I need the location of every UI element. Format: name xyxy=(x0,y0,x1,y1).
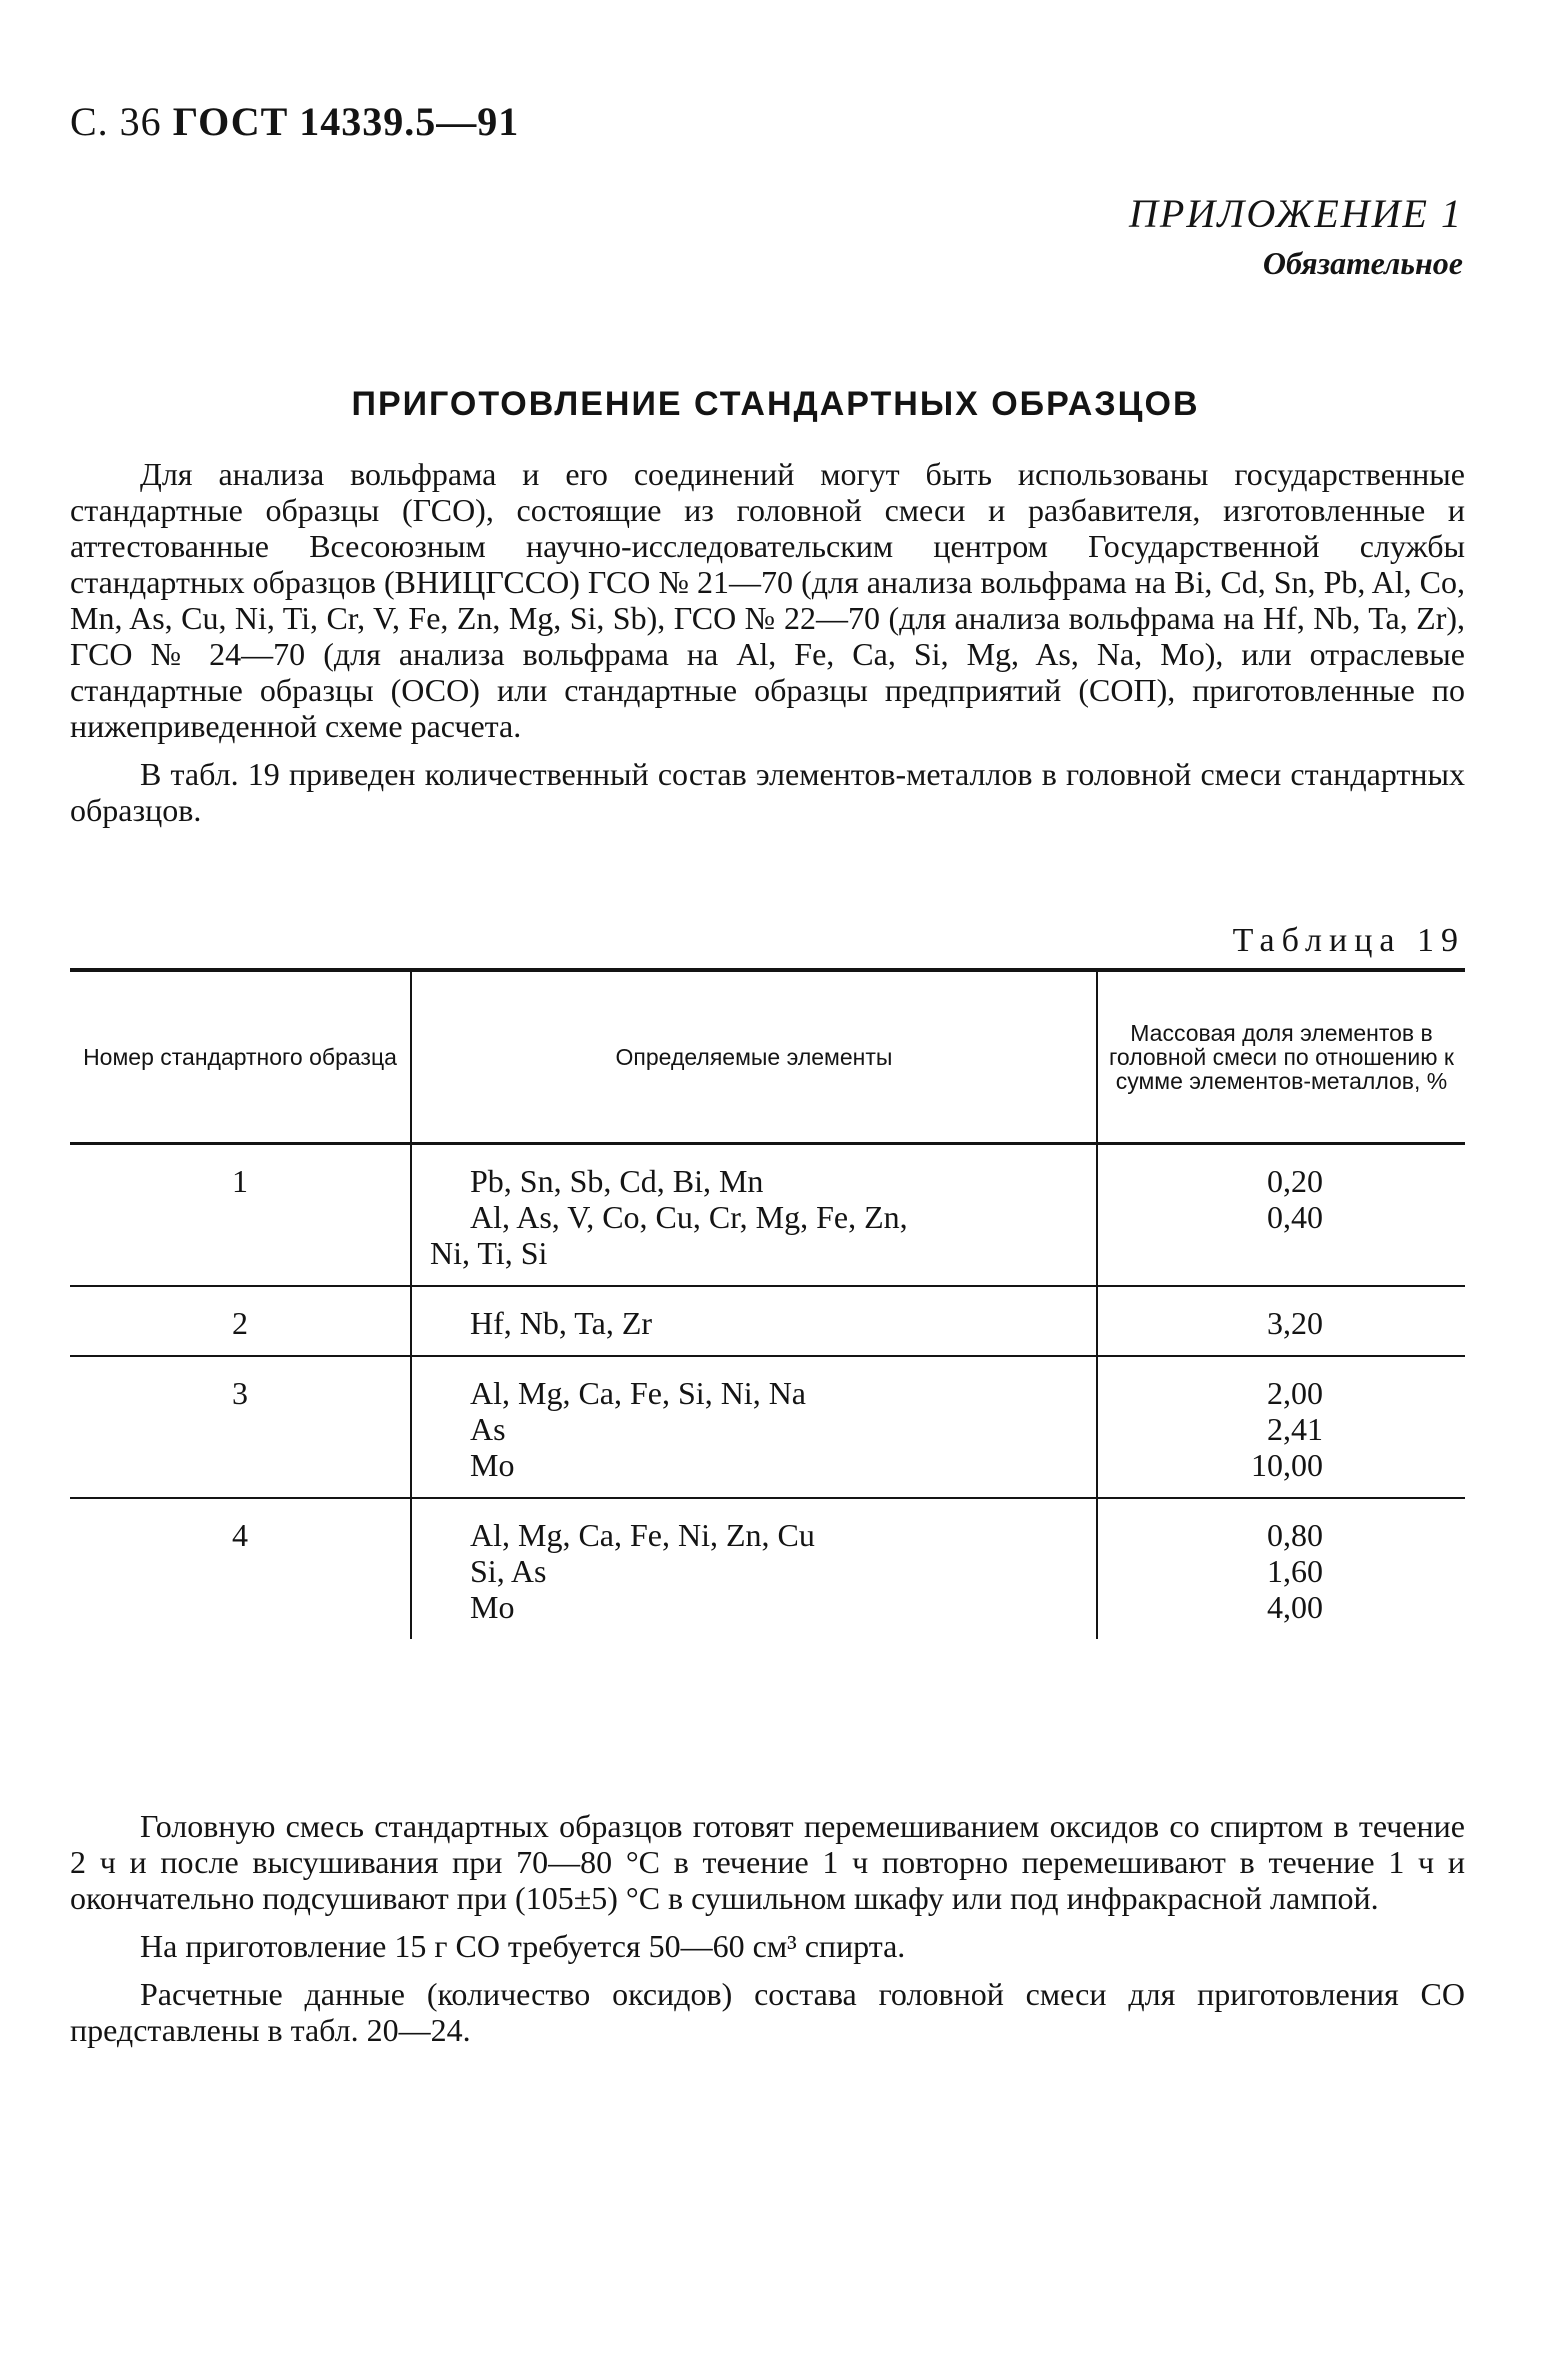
sample-number: 4 xyxy=(232,1517,248,1553)
intro-paragraph: Для анализа вольфрама и его соединений могут быть использованы государственные стандартные образцы (ГСО), состоящие из головной смеси и разбавителя, изготовленные и аттестованные Всесоюзным научно-исследовательским центром Государственной службы стандартных образцов (ВНИЦГССО) ГСО № 21—70 (для анализа вольфрама на Bi, Cd, Sn, Pb, Al, Co, Mn, As, Cu, Ni, Ti, Cr, V, Fe, Zn, Mg, Si, Sb), ГСО № 22—70 (для анализа вольфрама на Hf, Nb, Ta, Zr), ГСО № 24—70 (для анализа вольфрама на Al, Fe, Ca, Si, Mg, As, Na, Mo), или отраслевые стандартные образцы (ОСО) или стандартные образцы предприятий (СОП), приготовленные по нижеприведенной схеме расчета. xyxy=(70,456,1465,744)
element-line: Al, Mg, Ca, Fe, Si, Ni, Na xyxy=(470,1375,806,1411)
element-list xyxy=(411,1144,1097,1287)
outro-paragraph: Головную смесь стандартных образцов готовят перемешиванием оксидов со спиртом в течение 2 ч и после высушивания при 70—80 °С в течение 1 ч повторно перемешивают в течение 1 ч и окончательно подсушивают при (105±5) °С в сушильном шкафу или под инфракрасной лампой. xyxy=(70,1808,1465,1916)
element-list xyxy=(411,1286,1097,1356)
element-line: Hf, Nb, Ta, Zr xyxy=(470,1305,653,1341)
table-row xyxy=(70,1498,1465,1639)
table-header-row xyxy=(70,970,1465,1144)
mass-fraction-value: 1,60 xyxy=(1267,1553,1323,1589)
table-row xyxy=(70,1356,1465,1498)
element-line: Pb, Sn, Sb, Cd, Bi, Mn xyxy=(470,1163,764,1199)
element-line: Ni, Ti, Si xyxy=(430,1235,548,1271)
section-title: ПРИГОТОВЛЕНИЕ СТАНДАРТНЫХ ОБРАЗЦОВ xyxy=(351,385,1200,423)
outro-paragraph: Расчетные данные (количество оксидов) состава головной смеси для приготовления СО представлены в табл. 20—24. xyxy=(70,1976,1465,2048)
mass-fraction-values xyxy=(1097,1144,1465,1287)
element-line: As xyxy=(470,1411,506,1447)
appendix-status: Обязательное xyxy=(1262,245,1463,281)
mass-fraction-value: 3,20 xyxy=(1267,1305,1323,1341)
mass-fraction-value: 2,41 xyxy=(1267,1411,1323,1447)
standard-designation: ГОСТ 14339.5—91 xyxy=(172,99,520,144)
page-number: С. 36 xyxy=(70,99,162,144)
intro-text xyxy=(70,456,1465,828)
table-caption: Таблица 19 xyxy=(1232,922,1465,959)
sample-number: 1 xyxy=(70,1144,411,1287)
standard-samples-table xyxy=(70,968,1465,1639)
element-list xyxy=(411,1356,1097,1498)
table-row xyxy=(70,1286,1465,1356)
mass-fraction-value: 0,20 xyxy=(1267,1163,1323,1199)
mass-fraction-value: 0,40 xyxy=(1267,1199,1323,1235)
element-line: Si, As xyxy=(470,1553,547,1589)
element-line: Al, As, V, Co, Cu, Cr, Mg, Fe, Zn, xyxy=(470,1199,908,1235)
element-list xyxy=(411,1498,1097,1639)
mass-fraction-value: 4,00 xyxy=(1267,1589,1323,1625)
mass-fraction-value: 2,00 xyxy=(1267,1375,1323,1411)
mass-fraction-values xyxy=(1097,1286,1465,1356)
header-elements: Определяемые элементы xyxy=(411,970,1097,1144)
outro-paragraph: На приготовление 15 г СО требуется 50—60 см³ спирта. xyxy=(140,1928,906,1964)
sample-number: 2 xyxy=(70,1286,411,1356)
table-row xyxy=(70,1144,1465,1287)
intro-paragraph: В табл. 19 приведен количественный состав элементов-металлов в головной смеси стандартных образцов. xyxy=(70,756,1465,828)
sample-number: 3 xyxy=(70,1356,411,1498)
mass-fraction-values xyxy=(1097,1498,1465,1639)
element-line: Mo xyxy=(470,1589,515,1625)
outro-text xyxy=(70,1808,1465,2048)
mass-fraction-values xyxy=(1097,1356,1465,1498)
mass-fraction-value: 10,00 xyxy=(1251,1447,1323,1483)
element-line: Al, Mg, Ca, Fe, Ni, Zn, Cu xyxy=(470,1517,815,1553)
mass-fraction-value: 0,80 xyxy=(1267,1517,1323,1553)
appendix-number: ПРИЛОЖЕНИЕ 1 xyxy=(1129,191,1463,236)
running-head xyxy=(70,98,519,145)
header-sample-number: Номер стандартного образца xyxy=(70,970,411,1144)
header-mass-fraction: Массовая доля элементов в головной смеси по отношению к сумме элементов-металлов, % xyxy=(1097,970,1465,1144)
element-line: Mo xyxy=(470,1447,515,1483)
appendix-label xyxy=(1129,190,1463,282)
